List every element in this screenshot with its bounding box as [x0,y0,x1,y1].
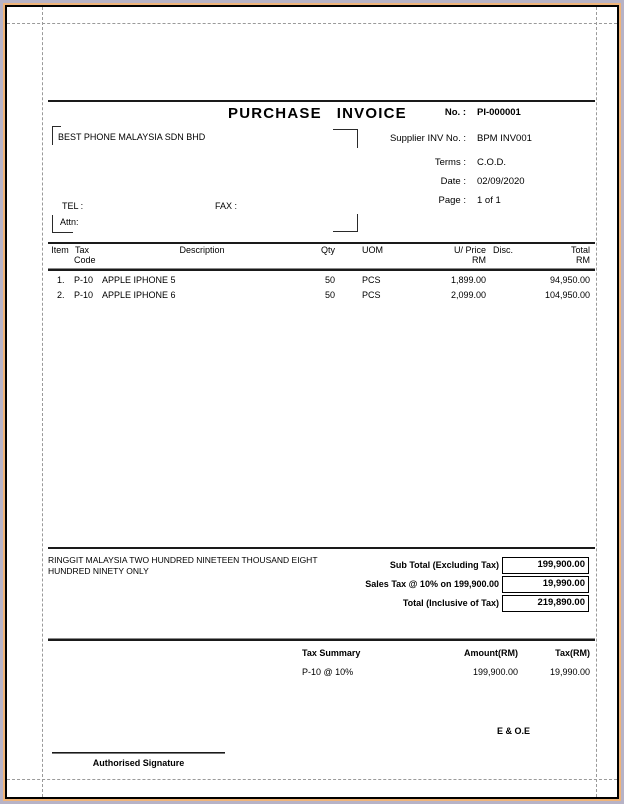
col-header-tax-line2: Code [74,255,96,265]
cell-description: APPLE IPHONE 6 [102,290,176,300]
eoe-note: E & O.E [497,726,531,736]
page-title-word-1: PURCHASE [228,105,322,122]
page-title-word-2: INVOICE [336,105,407,122]
col-header-unit-price-line2: RM [472,255,486,265]
cell-total: 94,950.00 [549,275,590,285]
supplier-name: BEST PHONE MALAYSIA SDN BHD [58,132,206,142]
address-window-mark-bottom-right [333,214,358,232]
cell-total: 104,950.00 [544,290,590,300]
cell-uom: PCS [362,290,381,300]
fax-label: FAX : [215,201,238,211]
tax-summary-amount: 199,900.00 [472,667,518,677]
subtotal-value: 199,900.00 [537,559,585,570]
col-header-uom: UOM [362,245,383,255]
tax-summary-amount-header: Amount(RM) [464,648,518,658]
header-top-rule [48,100,595,102]
col-header-tax-line1: Tax [75,245,90,255]
cell-unit-price: 2,099.00 [450,290,486,300]
totals-top-rule [48,547,595,549]
date-value: 02/09/2020 [477,176,525,187]
margin-guide-right [596,7,597,797]
tax-summary-tax-header: Tax(RM) [555,648,590,658]
cell-qty: 50 [324,275,335,285]
terms-value: C.O.D. [477,157,507,168]
supplier-inv-no-label: Supplier INV No. : [389,133,466,144]
subtotal-label: Sub Total (Excluding Tax) [389,560,499,570]
col-header-disc: Disc. [493,245,513,255]
col-header-total-line2: RM [576,255,590,265]
col-header-qty: Qty [320,245,335,255]
table-header-rule [48,268,595,271]
cell-description: APPLE IPHONE 5 [102,275,176,285]
signature-label: Authorised Signature [92,758,185,768]
sales-tax-label: Sales Tax @ 10% on 199,900.00 [365,579,499,589]
margin-guide-bottom [7,779,617,780]
signature-line [52,752,225,754]
tax-summary-rule [48,638,595,641]
table-top-rule [48,242,595,244]
col-header-description: Description [179,245,225,255]
cell-unit-price: 1,899.00 [450,275,486,285]
cell-item-no: 2. [57,290,65,300]
cell-tax-code: P-10 [74,290,94,300]
page-number-value: 1 of 1 [477,195,501,206]
cell-uom: PCS [362,275,381,285]
grand-total-label: Total (Inclusive of Tax) [402,598,499,608]
tel-label: TEL : [62,201,84,211]
page-number-label: Page : [438,195,466,206]
cell-item-no: 1. [57,275,65,285]
tax-summary-title: Tax Summary [302,648,361,658]
cell-tax-code: P-10 [74,275,94,285]
col-header-item: Item [51,245,69,255]
invoice-number-label: No. : [444,107,466,118]
amount-in-words: RINGGIT MALAYSIA TWO HUNDRED NINETEEN THOUSAND EIGHT HUNDRED NINETY ONLY [48,555,318,576]
grand-total-value: 219,890.00 [537,597,585,608]
date-label: Date : [440,176,466,187]
margin-guide-top [7,23,617,24]
invoice-number-value: PI-000001 [477,107,521,118]
col-header-total-line1: Total [570,245,590,255]
invoice-page [7,7,617,797]
terms-label: Terms : [434,157,466,168]
tax-summary-code: P-10 @ 10% [302,667,354,677]
cell-qty: 50 [324,290,335,300]
tax-summary-tax: 19,990.00 [549,667,590,677]
margin-guide-left [42,7,43,797]
col-header-unit-price-line1: U/ Price [453,245,486,255]
sales-tax-value: 19,990.00 [542,578,585,589]
attn-label: Attn: [60,217,79,227]
supplier-inv-no-value: BPM INV001 [477,133,532,144]
